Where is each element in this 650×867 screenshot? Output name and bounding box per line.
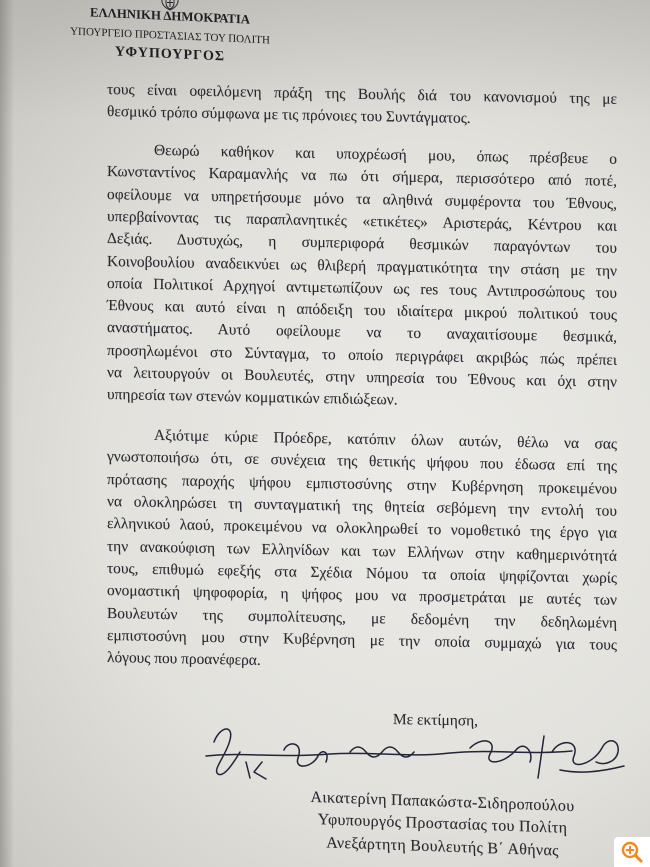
text-line: να λειτουργούν οι Βουλευτές, στην υπηρεσία του Έθνους και όχι στην — [107, 364, 617, 391]
text-line: γνωστοποιήσω ότι, σε συνέχεια της θετικής ψήφου που έδωσα επί της — [107, 448, 617, 476]
signatory-block — [285, 786, 600, 864]
text-line: την ανακούφιση των Ελληνίδων και των Ελλήνων στην καθημερινότητά — [107, 537, 617, 565]
handwritten-signature — [200, 722, 630, 800]
text-line: αναστήματος. Αυτό οφείλουμε να το αναχαιτίσουμε θεσμικά, — [107, 319, 617, 347]
text-line: θεσμικό τρόπο σύμφωνα με τις πρόνοιες του Συντάγματος. — [107, 103, 471, 128]
text-line: Δεξιάς. Δυστυχώς, η συμπεριφορά θεσμικών παραγόντων του — [107, 230, 617, 258]
text-line: Βουλευτών της συμπολίτευσης, με δεδομένη την δεδηλωμένη — [107, 604, 617, 632]
text-line: ελληνικού λαού, προκειμένου να ολοκληρωθεί το νομοθετικό της έργο για — [107, 515, 617, 543]
text-line: Θεωρώ καθήκον και υποχρέωσή μου, όπως πρέσβευε ο — [154, 141, 617, 168]
text-line: πρότασης παροχής ψήφου εμπιστοσύνης στην Κυβέρνηση προκειμένου — [107, 470, 617, 498]
letterhead-country: ΕΛΛΗΝΙΚΗ ΔΗΜΟΚΡΑΤΙΑ — [89, 5, 251, 27]
signatory-title: Υφυπουργός Προστασίας του Πολίτη — [317, 811, 568, 838]
text-line: τους, επιθυμώ εφεξής στα Σχέδια Νόμου τα οποία ψηφίζονται χωρίς — [107, 559, 617, 587]
zoom-in-icon[interactable] — [620, 840, 644, 864]
letterhead — [45, 1, 295, 69]
text-line: Κωνσταντίνος Καραμανλής να πω ότι σήμερα, περισσότερο από ποτέ, — [107, 163, 617, 191]
signatory-role: Ανεξάρτητη Βουλευτής Β΄ Αθήνας — [326, 834, 559, 860]
text-line: προσηλωμένοι στο Σύνταγμα, το οποίο περιγράφει ακριβώς πώς πρέπει — [107, 341, 617, 369]
text-line: υπηρεσία των στενών κομματικών επιδιώξεων. — [107, 386, 398, 409]
letter-body — [107, 79, 617, 679]
text-line: υπερβαίνοντας τις παραπλανητικές «ετικέτες» Αριστεράς, Κέντρου και — [107, 207, 617, 235]
text-line: τους είναι οφειλόμενη πράξη της Βουλής διά του κανονισμού της με — [107, 81, 617, 108]
zoom-button[interactable] — [614, 837, 650, 867]
text-line: Κοινοβουλίου αναδεικνύει ως θλιβερή πραγματικότητα την στάση με την — [107, 252, 617, 280]
text-line: οφείλουμε να υπηρετήσουμε μόνο τα αληθινά συμφέροντα του Έθνους, — [107, 185, 617, 213]
text-line: να ολοκληρώσει τη συνταγματική της θητεία σεβόμενη την εντολή του — [107, 493, 617, 520]
text-line: Αξιότιμε κύριε Πρόεδρε, κατόπιν όλων αυτών, θέλω να σας — [154, 427, 617, 453]
paragraph-1 — [107, 79, 617, 133]
text-line: εμπιστοσύνη μου στην Κυβέρνηση με την οποία συμμαχώ για τους — [107, 626, 617, 654]
text-line: ονομαστική ψηφοφορία, η ψήφος μου να προσμετράται με αυτές των — [107, 582, 617, 610]
signatory-name: Αικατερίνη Παπακώστα-Σιδηροπούλου — [310, 788, 575, 816]
letterhead-ministry: ΥΠΟΥΡΓΕΙΟ ΠΡΟΣΤΑΣΙΑΣ ΤΟΥ ΠΟΛΙΤΗ — [70, 25, 270, 47]
closing-salutation: Με εκτίμηση, — [393, 711, 479, 730]
letterhead-office: ΥΦΥΠΟΥΡΓΟΣ — [114, 44, 226, 65]
paragraph-3 — [107, 424, 617, 679]
text-line: οποία Πολιτικοί Αρχηγοί αντιμετωπίζουν ως res τους Αντιπροσώπους του — [107, 274, 617, 302]
text-line: Έθνους και αυτό είναι η απόδειξη του ιδιαίτερα μικρού πολιτικού τους — [107, 297, 617, 324]
text-line: λόγους που προανέφερα. — [107, 649, 261, 670]
paragraph-2 — [107, 139, 617, 416]
